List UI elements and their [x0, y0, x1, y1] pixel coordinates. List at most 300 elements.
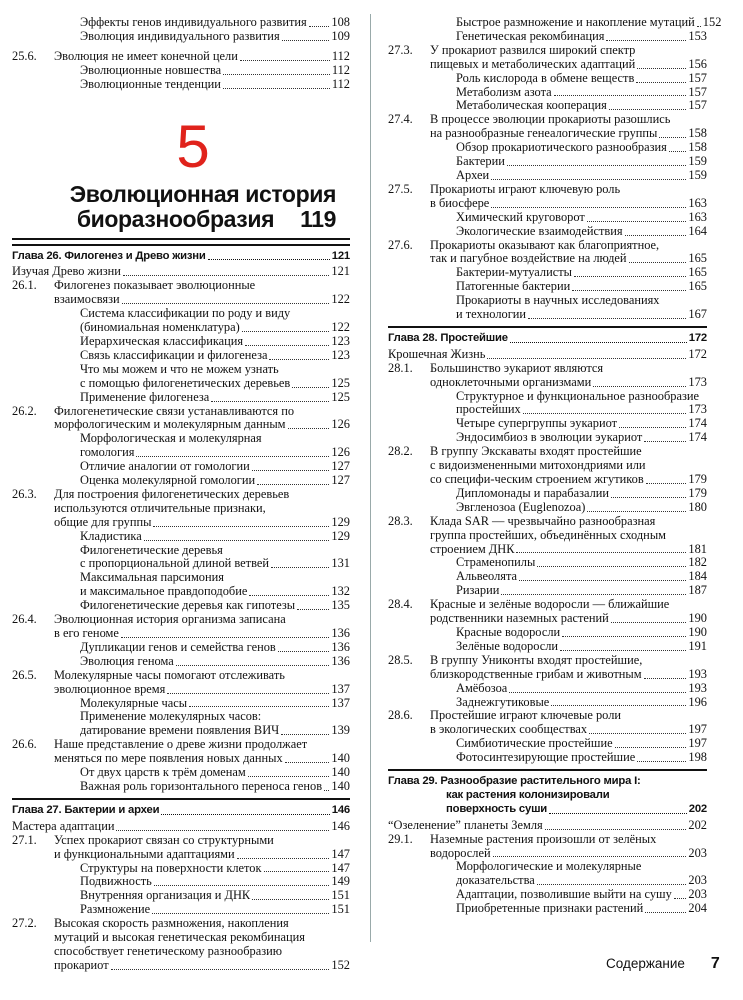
entry-page-number: 112 [331, 76, 350, 91]
dot-leader [278, 651, 330, 652]
entry-title-line: В процессе эволюции прокариоты разошлись [430, 112, 671, 127]
part-page: 119 [300, 205, 336, 232]
subsection-entry[interactable] [12, 889, 350, 903]
entry-title-line: Наше представление о древе жизни продолжает [54, 737, 308, 752]
entry-page-number: 136 [331, 626, 350, 640]
entry-title-line: и технологии [456, 307, 527, 322]
section-number: 29.1. [388, 831, 413, 846]
dot-leader [281, 734, 329, 735]
entry-title-line: Быстрое размножение и накопление мутаций [456, 15, 695, 29]
entry-title-line: Химический круговорот [456, 209, 585, 224]
entry-title-line: Глава 26. Филогенез и Древо жизни [12, 249, 206, 262]
entry-page-number: 121 [331, 264, 350, 279]
entry-page-number: 109 [331, 28, 350, 43]
subsection-entry[interactable] [388, 902, 707, 916]
toc-left-main-list [12, 244, 350, 973]
dot-leader [516, 552, 686, 553]
dot-leader [625, 235, 687, 236]
entry-title-line: Альвеолята [456, 569, 518, 584]
subsection-entry[interactable] [12, 710, 350, 738]
entry-title-line: Важная роль горизонтального переноса генов [80, 778, 323, 793]
entry-title-line: так и пагубное воздействие на людей [430, 251, 627, 266]
dot-leader [297, 609, 329, 610]
subsection-entry[interactable] [388, 99, 707, 113]
intro-entry[interactable] [388, 348, 707, 362]
entry-title-line: в его геноме [54, 626, 119, 640]
subsection-entry[interactable] [388, 696, 707, 710]
chapter-entry[interactable] [388, 769, 707, 817]
dot-leader [252, 899, 329, 900]
column-divider [370, 14, 371, 942]
entry-title-line: Эволюция генома [80, 653, 174, 668]
entry-title-line: Зелёные водоросли [456, 638, 559, 653]
entry-title-line: Метаболическая кооперация [456, 98, 607, 113]
entry-page-number: 137 [331, 681, 350, 696]
entry-title-line: Мастера адаптации [12, 818, 115, 833]
entry-page-number: 193 [688, 666, 707, 681]
subsection-entry[interactable] [388, 584, 707, 598]
entry-page-number: 187 [688, 583, 707, 598]
dot-leader [144, 540, 330, 541]
dot-leader [167, 693, 329, 694]
subsection-entry[interactable] [12, 544, 350, 572]
section-number: 26.2. [12, 403, 37, 418]
subsection-entry[interactable] [388, 737, 707, 751]
entry-title-line: Для построения филогенетических деревьев [54, 486, 290, 501]
section-entry[interactable] [12, 488, 350, 530]
entry-title-line: пищевых и метаболических адаптаций [430, 56, 636, 71]
subsection-entry[interactable] [388, 626, 707, 640]
dot-leader [593, 386, 686, 387]
entry-page-number: 122 [331, 320, 350, 335]
entry-page-number: 137 [331, 695, 350, 710]
entry-title-line: с пропорциональной длиной ветвей [80, 556, 269, 571]
dot-leader [510, 342, 687, 343]
subsection-entry[interactable] [388, 640, 707, 654]
entry-title-line: способствует генетическому разнообразию [54, 943, 283, 958]
dot-leader [645, 912, 686, 913]
entry-title-line: Что мы можем и что не можем узнать [80, 361, 279, 376]
dot-leader [111, 969, 330, 970]
entry-title-line: Глава 28. Простейшие [388, 331, 508, 344]
subsection-entry[interactable] [12, 16, 350, 30]
dot-leader [491, 179, 686, 180]
section-entry[interactable] [12, 738, 350, 766]
section-entry[interactable] [388, 362, 707, 390]
entry-page-number: 122 [331, 292, 350, 307]
dot-leader [285, 762, 330, 763]
entry-page-number: 146 [331, 818, 350, 833]
entry-page-number: 181 [688, 541, 707, 556]
subsection-entry[interactable] [388, 487, 707, 501]
entry-title-line: Морфологическая и молекулярная [80, 431, 262, 446]
entry-page-number: 123 [331, 347, 350, 362]
subsection-entry[interactable] [12, 474, 350, 488]
subsection-entry[interactable] [388, 888, 707, 902]
subsection-entry[interactable] [12, 64, 350, 78]
entry-title-line: с помощью филогенетических деревьев [80, 375, 291, 390]
entry-title-line: доказательства [456, 873, 535, 888]
entry-title-line: Бактерии-мутуалисты [456, 265, 572, 280]
dot-leader [122, 303, 330, 304]
dot-leader [136, 456, 329, 457]
section-entry[interactable] [388, 239, 707, 267]
section-number: 28.1. [388, 360, 413, 375]
chapter-entry[interactable] [12, 244, 350, 264]
entry-title-line: строением ДНК [430, 541, 515, 556]
dot-leader [509, 692, 686, 693]
entry-title-line: Молекулярные часы [80, 695, 188, 710]
dot-leader [252, 470, 330, 471]
entry-title-line: (биномиальная номенклатура) [80, 320, 240, 335]
entry-page-number: 126 [331, 417, 350, 432]
entry-page-number: 204 [688, 901, 707, 916]
dot-leader [637, 761, 686, 762]
dot-leader [574, 276, 686, 277]
entry-title-line: на разнообразные генеалогические группы [430, 126, 658, 141]
entry-title-line: меняться по мере появления новых данных [54, 751, 283, 766]
dot-leader [562, 636, 686, 637]
section-number: 27.3. [388, 42, 413, 57]
subsection-entry[interactable] [12, 307, 350, 335]
entry-title-line: Большинство эукариот являются [430, 360, 604, 375]
entry-title-line: Размножение [80, 902, 151, 917]
subsection-entry[interactable] [12, 641, 350, 655]
dot-leader [240, 60, 330, 61]
entry-title-line: Клада SAR — чрезвычайно разнообразная [430, 513, 656, 528]
entry-title-line: Связь классификации и филогенеза [80, 347, 268, 362]
entry-page-number: 190 [688, 611, 707, 626]
entry-page-number: 197 [688, 736, 707, 751]
dot-leader [245, 345, 329, 346]
subsection-entry[interactable] [12, 335, 350, 349]
section-entry[interactable] [12, 669, 350, 697]
section-number: 27.1. [12, 832, 37, 847]
entry-page-number: 126 [331, 445, 350, 460]
entry-page-number: 151 [331, 902, 350, 917]
dot-leader [549, 813, 687, 814]
entry-page-number: 153 [688, 28, 707, 43]
subsection-entry[interactable] [388, 30, 707, 44]
entry-page-number: 179 [688, 472, 707, 486]
subsection-entry[interactable] [12, 78, 350, 92]
section-entry[interactable] [388, 445, 707, 487]
entry-title-line: Успех прокариот связан со структурными [54, 832, 274, 847]
entry-page-number: 163 [688, 195, 707, 210]
entry-page-number: 172 [688, 346, 707, 361]
entry-title-line: Эффекты генов индивидуального развития [80, 15, 307, 29]
entry-page-number: 163 [688, 209, 707, 224]
entry-page-number: 202 [688, 817, 707, 832]
entry-page-number: 136 [331, 653, 350, 668]
entry-title-line: Внутренняя организация и ДНК [80, 888, 251, 903]
dot-leader [637, 68, 686, 69]
entry-page-number: 127 [331, 473, 350, 488]
entry-page-number: 140 [331, 751, 350, 766]
section-entry[interactable] [388, 183, 707, 211]
entry-title-line: взаимосвязи [54, 292, 120, 307]
entry-title-line: Эволюционные тенденции [80, 76, 221, 91]
entry-page-number: 156 [688, 56, 707, 71]
entry-page-number: 198 [688, 750, 707, 765]
part-title [12, 182, 350, 232]
subsection-entry[interactable] [388, 225, 707, 239]
entry-page-number: 167 [688, 307, 707, 322]
entry-page-number: 139 [331, 723, 350, 738]
entry-page-number: 197 [688, 722, 707, 737]
section-number: 27.2. [12, 916, 37, 931]
intro-entry[interactable] [12, 265, 350, 279]
subsection-entry[interactable] [388, 751, 707, 765]
dot-leader [249, 595, 329, 596]
entry-title-line: В группу Экскаваты входят простейшие [430, 444, 642, 459]
dot-leader [587, 511, 686, 512]
entry-page-number: 203 [688, 887, 707, 902]
entry-page-number: 152 [702, 15, 722, 29]
subsection-entry[interactable] [12, 30, 350, 44]
entry-page-number: 157 [688, 84, 707, 99]
dot-leader [493, 856, 687, 857]
subsection-entry[interactable] [388, 417, 707, 431]
section-entry[interactable] [12, 405, 350, 433]
subsection-entry[interactable] [12, 391, 350, 405]
subsection-entry[interactable] [388, 280, 707, 294]
entry-page-number: 158 [688, 126, 707, 141]
section-number: 26.6. [12, 737, 37, 752]
part-title-line: Эволюционная история [69, 180, 336, 207]
entry-title-line: Филогенетические деревья [80, 542, 223, 557]
dot-leader [237, 858, 330, 859]
subsection-entry[interactable] [388, 86, 707, 100]
dot-leader [211, 401, 329, 402]
entry-page-number: 203 [688, 845, 707, 860]
entry-page-number: 180 [688, 499, 707, 514]
section-number: 28.6. [388, 708, 413, 723]
entry-page-number: 123 [331, 333, 350, 348]
dot-leader [519, 580, 686, 581]
section-number: 27.6. [388, 237, 413, 252]
entry-title-line: Ризарии [456, 583, 500, 598]
entry-page-number: 127 [331, 459, 350, 474]
page-number: 7 [710, 955, 720, 972]
entry-title-line: Филогенетические деревья как гипотезы [80, 598, 296, 613]
entry-title-line: Максимальная парсимония [80, 570, 224, 585]
entry-page-number: 191 [688, 638, 707, 653]
entry-title-line: Бактерии [456, 154, 505, 169]
section-number: 28.4. [388, 597, 413, 612]
dot-leader [282, 40, 330, 41]
section-number: 28.2. [388, 444, 413, 459]
entry-title-line: Простейшие играют ключевые роли [430, 708, 622, 723]
entry-title-line: Прокариоты в научных исследованиях [456, 293, 660, 308]
entry-title-line: гомология [80, 445, 135, 460]
entry-title-line: Подвижность [80, 874, 152, 889]
entry-title-line: Красные и зелёные водоросли — ближайшие [430, 597, 670, 612]
dot-leader [223, 88, 330, 89]
section-entry[interactable] [12, 50, 350, 64]
dot-leader [609, 109, 687, 110]
subsection-entry[interactable] [388, 72, 707, 86]
dot-leader [644, 441, 686, 442]
subsection-entry[interactable] [12, 460, 350, 474]
entry-title-line: Филогенез показывает эволюционные [54, 278, 256, 293]
dot-leader [269, 359, 329, 360]
part-title-line: биоразнообразия [76, 205, 275, 232]
section-entry[interactable] [388, 515, 707, 557]
section-number: 27.4. [388, 112, 413, 127]
section-entry[interactable] [388, 709, 707, 737]
subsection-entry[interactable] [388, 860, 707, 888]
dot-leader [154, 885, 330, 886]
entry-title-line: Эволюционная история организма записана [54, 612, 286, 627]
entry-title-line: Молекулярные часы помогают отслеживать [54, 667, 285, 682]
subsection-entry[interactable] [388, 556, 707, 570]
dot-leader [242, 331, 330, 332]
entry-title-line: Адаптации, позволившие выйти на сушу [456, 887, 672, 902]
dot-leader [501, 594, 686, 595]
section-entry[interactable] [388, 113, 707, 141]
subsection-entry[interactable] [388, 141, 707, 155]
entry-title-line: Наземные растения произошли от зелёных [430, 831, 657, 846]
subsection-entry[interactable] [388, 294, 707, 322]
entry-title-line: простейших [456, 402, 521, 417]
dot-leader [123, 275, 330, 276]
subsection-entry[interactable] [388, 211, 707, 225]
subsection-entry[interactable] [388, 266, 707, 280]
dot-leader [288, 428, 330, 429]
entry-title-line: Филогенетические связи устанавливаются по [54, 403, 295, 418]
entry-title-line: Иерархическая классификация [80, 333, 244, 348]
subsection-entry[interactable] [12, 349, 350, 363]
entry-page-number: 193 [688, 680, 707, 695]
entry-title-line: Система классификации по роду и виду [80, 306, 291, 321]
entry-page-number: 135 [331, 598, 350, 613]
intro-entry[interactable] [388, 819, 707, 833]
subsection-entry[interactable] [388, 682, 707, 696]
dot-leader [537, 566, 686, 567]
entry-page-number: 146 [331, 803, 350, 816]
dot-leader [554, 95, 687, 96]
entry-page-number: 172 [688, 331, 707, 344]
entry-title-line: Кладистика [80, 528, 142, 543]
entry-title-line: Дипломонады и парабазалии [456, 485, 610, 500]
entry-title-line: Глава 29. Разнообразие растительного мира I: [388, 775, 641, 788]
subsection-entry[interactable] [12, 530, 350, 544]
dot-leader [551, 705, 686, 706]
entry-title-line: Применение молекулярных часов: [80, 709, 262, 724]
entry-page-number: 158 [688, 140, 707, 155]
section-entry[interactable] [388, 44, 707, 72]
subsection-entry[interactable] [12, 697, 350, 711]
dot-leader [537, 884, 687, 885]
entry-title-line: общие для группы [54, 514, 152, 529]
section-entry[interactable] [12, 279, 350, 307]
entry-title-line: используются отличительные признаки, [54, 500, 266, 515]
entry-title-line: Эндосимбиоз в эволюции эукариот [456, 430, 643, 445]
subsection-entry[interactable] [12, 780, 350, 794]
toc-left-top-list [12, 16, 350, 92]
dot-leader [324, 790, 329, 791]
subsection-entry[interactable] [388, 501, 707, 515]
entry-page-number: 132 [331, 584, 350, 599]
entry-page-number: 147 [331, 860, 350, 875]
subsection-entry[interactable] [388, 390, 707, 418]
dot-leader [697, 26, 701, 27]
subsection-entry[interactable] [12, 432, 350, 460]
entry-page-number: 159 [688, 167, 707, 182]
entry-title-line: мутаций и высокая генетическая рекомбинация [54, 930, 305, 945]
entry-title-line: Обзор прокариотического разнообразия [456, 140, 667, 155]
subsection-entry[interactable] [388, 155, 707, 169]
subsection-entry[interactable] [12, 599, 350, 613]
entry-title-line: Страменопилы [456, 555, 536, 570]
entry-title-line: Фотосинтезирующие простейшие [456, 750, 636, 765]
chapter-entry[interactable] [388, 326, 707, 346]
toc-left-column [12, 16, 350, 973]
part-rule [12, 238, 350, 240]
dot-leader [644, 678, 687, 679]
entry-page-number: 125 [331, 389, 350, 404]
dot-leader [248, 776, 330, 777]
dot-leader [611, 497, 686, 498]
entry-title-line: Прокариоты играют ключевую роль [430, 181, 621, 196]
entry-title-line: и максимальное правдоподобие [80, 584, 248, 599]
subsection-entry[interactable] [388, 431, 707, 445]
dot-leader [223, 74, 330, 75]
section-number: 26.4. [12, 612, 37, 627]
section-entry[interactable] [388, 833, 707, 861]
dot-leader [646, 483, 687, 484]
entry-title-line: Эвгленозоа (Euglenozoa) [456, 499, 586, 514]
dot-leader [161, 814, 329, 815]
entry-title-line: Красные водоросли [456, 624, 561, 639]
subsection-entry[interactable] [388, 169, 707, 183]
subsection-entry[interactable] [12, 363, 350, 391]
subsection-entry[interactable] [12, 571, 350, 599]
section-entry[interactable] [12, 917, 350, 973]
intro-entry[interactable] [12, 820, 350, 834]
subsection-entry[interactable] [388, 15, 722, 30]
dot-leader [176, 665, 330, 666]
dot-leader [615, 747, 687, 748]
section-entry[interactable] [388, 598, 707, 626]
subsection-entry[interactable] [12, 766, 350, 780]
section-entry[interactable] [12, 613, 350, 641]
subsection-entry[interactable] [388, 570, 707, 584]
entry-title-line: прокариот [54, 957, 109, 972]
entry-page-number: 112 [331, 62, 350, 77]
entry-page-number: 125 [331, 375, 350, 390]
entry-page-number: 179 [688, 485, 707, 500]
entry-title-line: Приобретенные признаки растений [456, 901, 644, 916]
section-entry[interactable] [12, 834, 350, 862]
entry-title-line: Отличие аналогии от гомологии [80, 459, 250, 474]
chapter-entry[interactable] [12, 798, 350, 818]
subsection-entry[interactable] [12, 903, 350, 917]
dot-leader [560, 650, 686, 651]
toc-right-column [388, 15, 722, 916]
entry-page-number: 173 [688, 374, 707, 389]
dot-leader [271, 567, 329, 568]
subsection-entry[interactable] [12, 875, 350, 889]
entry-page-number: 140 [331, 778, 350, 793]
dot-leader [152, 913, 329, 914]
subsection-entry[interactable] [12, 862, 350, 876]
subsection-entry[interactable] [12, 655, 350, 669]
dot-leader [491, 207, 686, 208]
entry-title-line: Амёбозоа [456, 680, 508, 695]
section-entry[interactable] [388, 654, 707, 682]
